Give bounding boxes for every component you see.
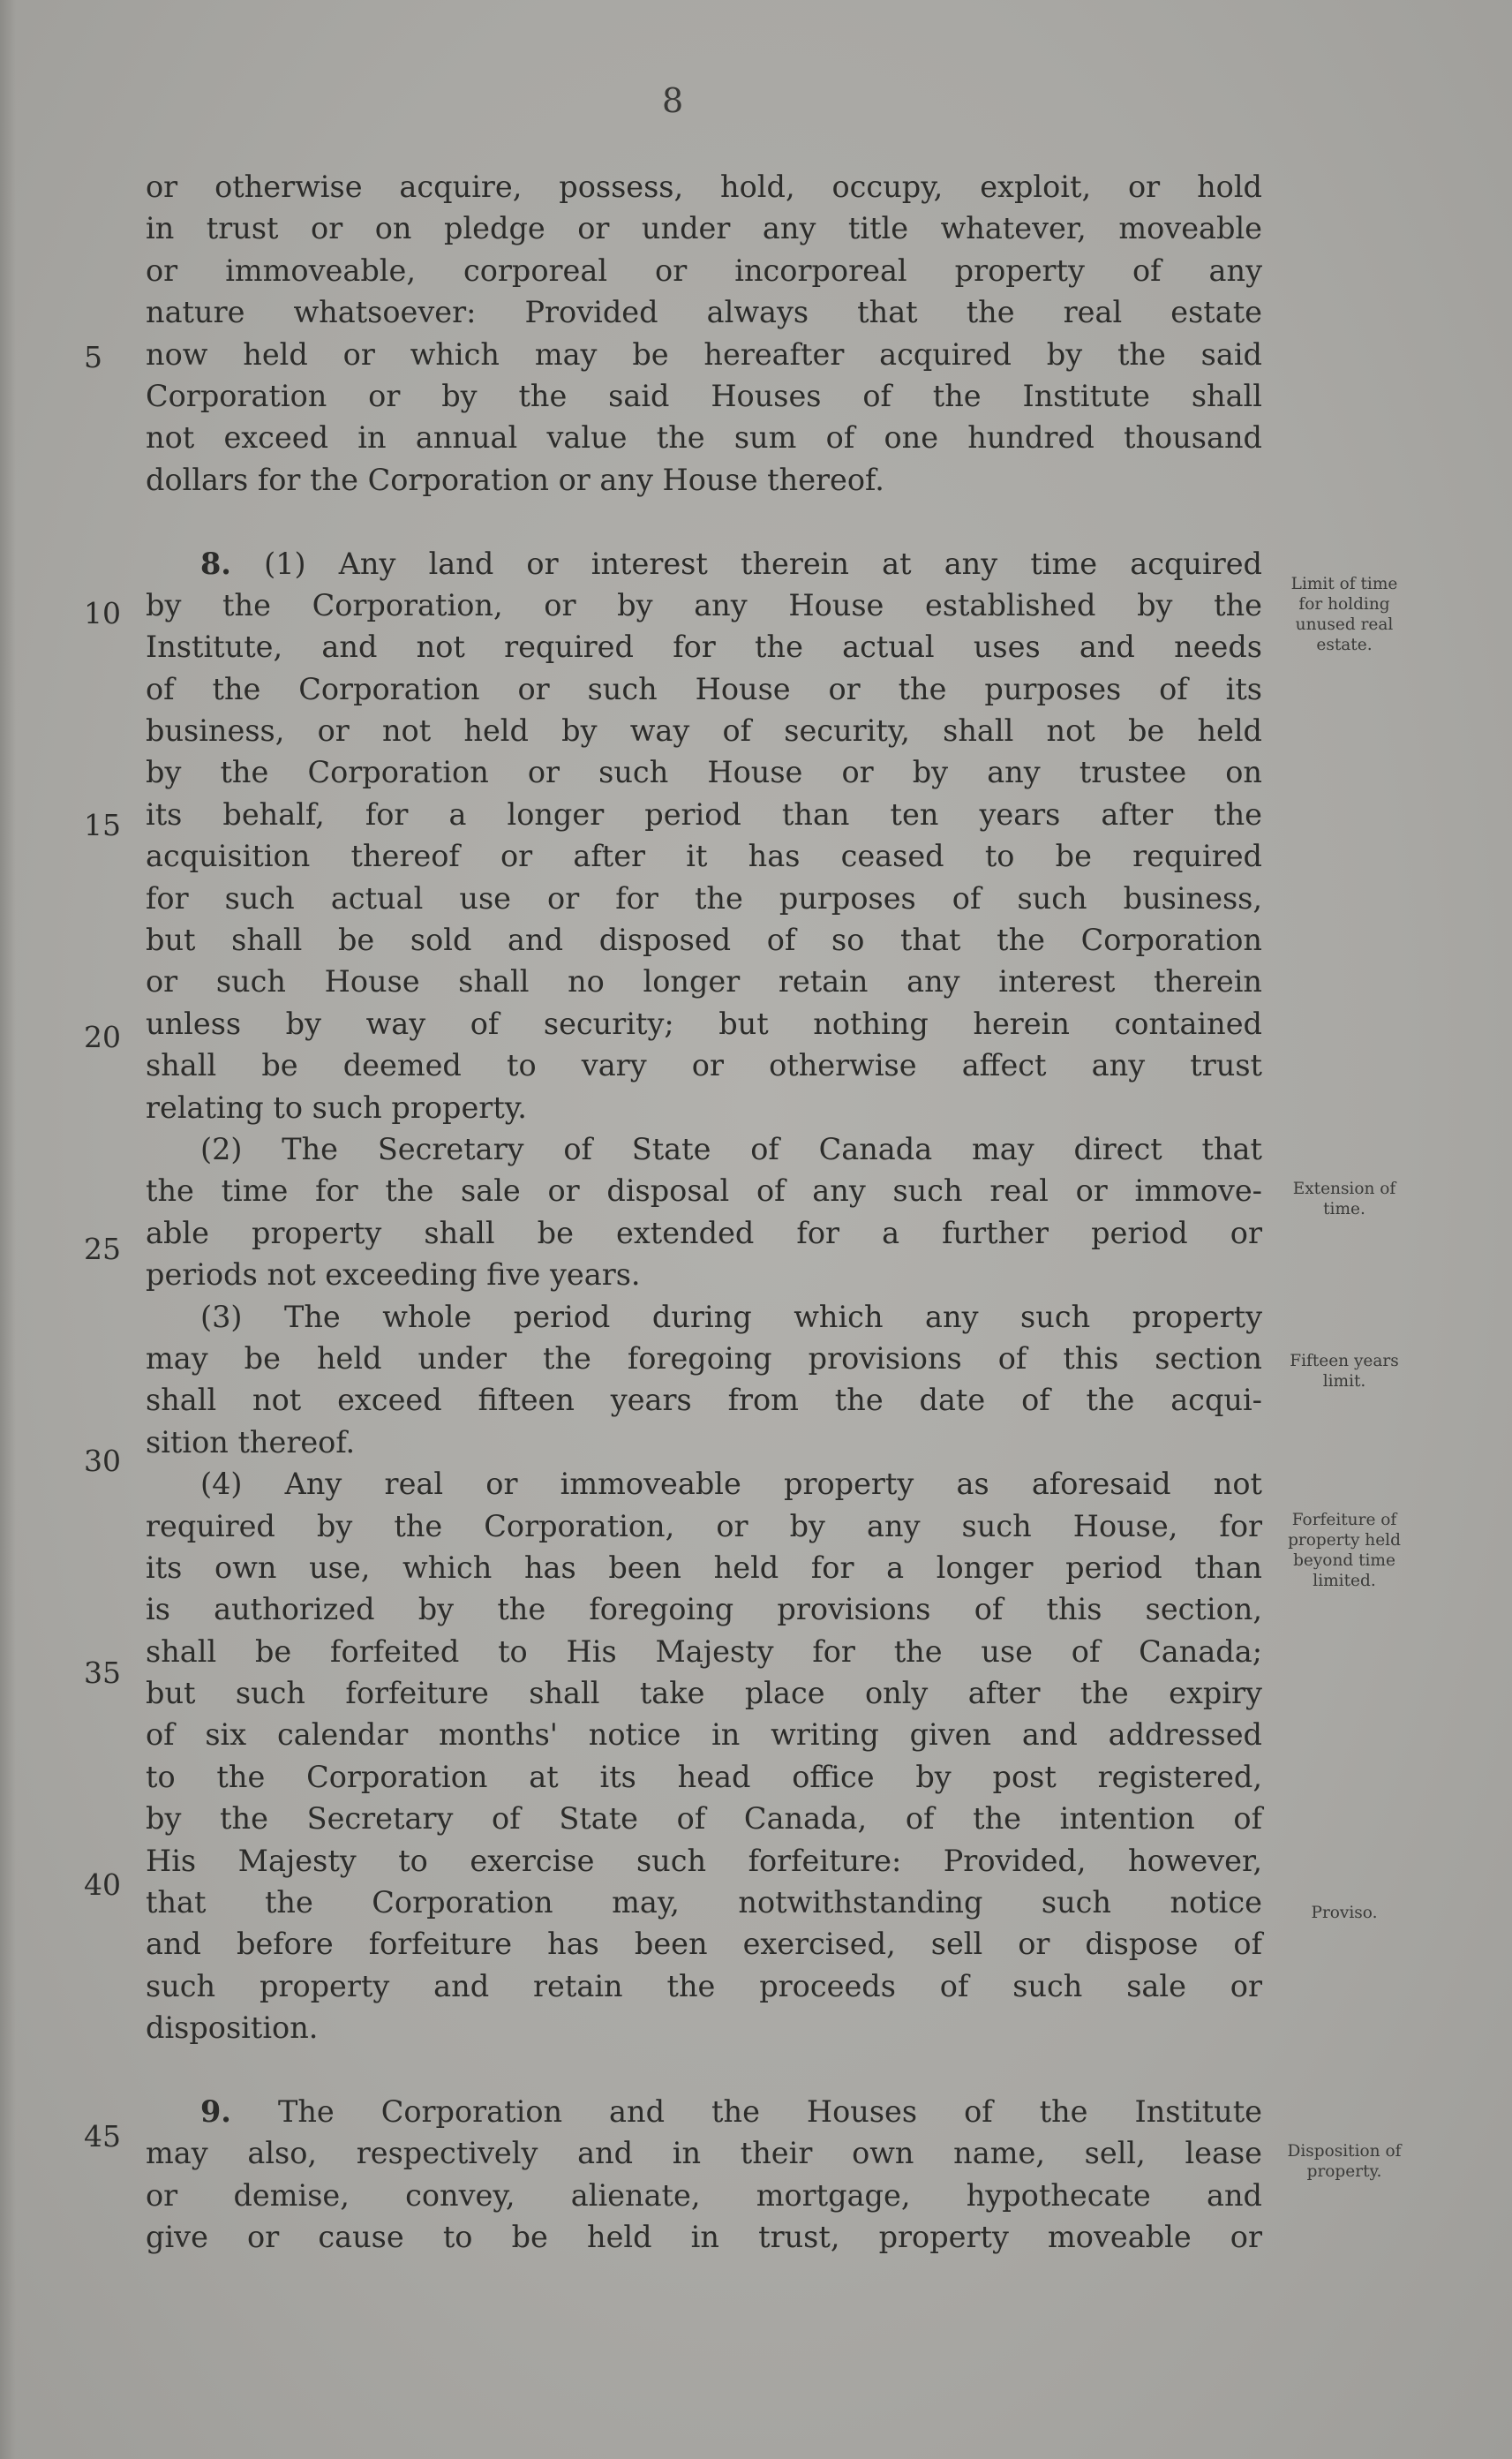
line-number: 5 (84, 340, 102, 374)
text-line: by the Corporation, or by any House established by the (146, 587, 1262, 622)
text-line: and before forfeiture has been exercised, sell or dispose of (146, 1927, 1262, 1962)
text-line: may be held under the foregoing provisions of this section (146, 1340, 1262, 1376)
text-line: in trust or on pledge or under any title whatever, moveable (146, 211, 1262, 246)
line-number: 45 (84, 2119, 121, 2154)
section-8-first-line (146, 543, 1262, 585)
line-number: 40 (84, 1867, 121, 1902)
text-line: able property shall be extended for a further period or (146, 1215, 1262, 1250)
text-line: acquisition thereof or after it has ceased to be required (146, 839, 1262, 874)
margin-note: Proviso. (1311, 1904, 1378, 1922)
margin-note: Forfeiture of property held beyond time limited. (1288, 1511, 1401, 1590)
text-line: of the Corporation or such House or the purposes of its (146, 671, 1262, 706)
text-line: required by the Corporation, or by any such House, for (146, 1508, 1262, 1543)
text-line: such property and retain the proceeds of such sale or (146, 1968, 1262, 2003)
text-line: business, or not held by way of security, shall not be held (146, 713, 1262, 749)
text-line: of six calendar months' notice in writing given and addressed (146, 1717, 1262, 1753)
text-line: unless by way of security; but nothing herein contained (146, 1006, 1262, 1041)
text-line: (1) Any land or interest therein at any time acquired (264, 546, 1262, 581)
line-number: 20 (84, 1020, 121, 1054)
text-line: not exceed in annual value the sum of one hundred thousand (146, 420, 1262, 456)
text-line: but shall be sold and disposed of so that the Corporation (146, 923, 1262, 958)
margin-note: Extension of time. (1292, 1180, 1396, 1218)
page-shadow-edge (0, 0, 16, 2459)
text-line: the time for the sale or disposal of any such real or immove- (146, 1173, 1262, 1209)
text-line: or such House shall no longer retain any interest therein (146, 964, 1262, 999)
margin-note: Fifteen years limit. (1290, 1352, 1399, 1391)
text-line: (2) The Secretary of State of Canada may direct that (200, 1131, 1262, 1166)
text-line: Corporation or by the said Houses of the Institute shall (146, 378, 1262, 413)
text-line: now held or which may be hereafter acquired by the said (146, 336, 1262, 372)
line-number: 25 (84, 1232, 121, 1266)
text-line: its behalf, for a longer period than ten years after the (146, 796, 1262, 832)
text-line: or otherwise acquire, possess, hold, occupy, exploit, or hold (146, 170, 1262, 204)
text-line: shall not exceed fifteen years from the date of the acqui- (146, 1383, 1262, 1418)
text-line: sition thereof. (146, 1424, 356, 1460)
text-line: is authorized by the foregoing provisions of this section, (146, 1592, 1262, 1627)
text-line: but such forfeiture shall take place only after the expiry (146, 1676, 1262, 1711)
text-line: its own use, which has been held for a longer period than (146, 1550, 1262, 1585)
text-line: relating to such property. (146, 1090, 527, 1125)
margin-note: Limit of time for holding unused real estate. (1290, 575, 1398, 654)
text-line: or immoveable, corporeal or incorporeal property of any (146, 253, 1262, 288)
margin-note: Disposition of property. (1287, 2142, 1402, 2181)
text-line: may also, respectively and in their own name, sell, lease (146, 2136, 1262, 2171)
text-line: nature whatsoever: Provided always that the real estate (146, 295, 1262, 330)
page-number: 8 (662, 81, 684, 120)
section-number: 9. (200, 2093, 231, 2129)
line-number: 35 (84, 1656, 121, 1690)
text-line: shall be forfeited to His Majesty for the use of Canada; (146, 1633, 1262, 1669)
section-number: 8. (200, 546, 231, 581)
text-line: His Majesty to exercise such forfeiture: Provided, however, (146, 1843, 1262, 1878)
text-line: shall be deemed to vary or otherwise affect any trust (146, 1048, 1262, 1083)
text-line: to the Corporation at its head office by post registered, (146, 1759, 1262, 1794)
text-line: periods not exceeding five years. (146, 1257, 641, 1293)
line-number: 30 (84, 1444, 121, 1478)
text-line: (4) Any real or immoveable property as aforesaid not (200, 1467, 1262, 1502)
text-line: or demise, convey, alienate, mortgage, hypothecate and (146, 2177, 1262, 2213)
text-line: by the Secretary of State of Canada, of the intention of (146, 1801, 1262, 1837)
text-line: give or cause to be held in trust, property moveable or (146, 2220, 1262, 2255)
section-9-first-line (146, 2091, 1262, 2132)
text-line: The Corporation and the Houses of the Institute (277, 2093, 1262, 2129)
text-line: Institute, and not required for the actual uses and needs (146, 630, 1262, 665)
text-line: (3) The whole period during which any such property (200, 1299, 1262, 1334)
line-number: 15 (84, 808, 121, 842)
text-line: that the Corporation may, notwithstanding such notice (146, 1885, 1262, 1920)
text-line: for such actual use or for the purposes of such business, (146, 880, 1262, 916)
text-line: by the Corporation or such House or by any trustee on (146, 755, 1262, 790)
text-line: dollars for the Corporation or any House thereof. (146, 462, 884, 497)
statute-body-text (146, 166, 1262, 2259)
line-number: 10 (84, 596, 121, 630)
text-line: disposition. (146, 2010, 319, 2046)
